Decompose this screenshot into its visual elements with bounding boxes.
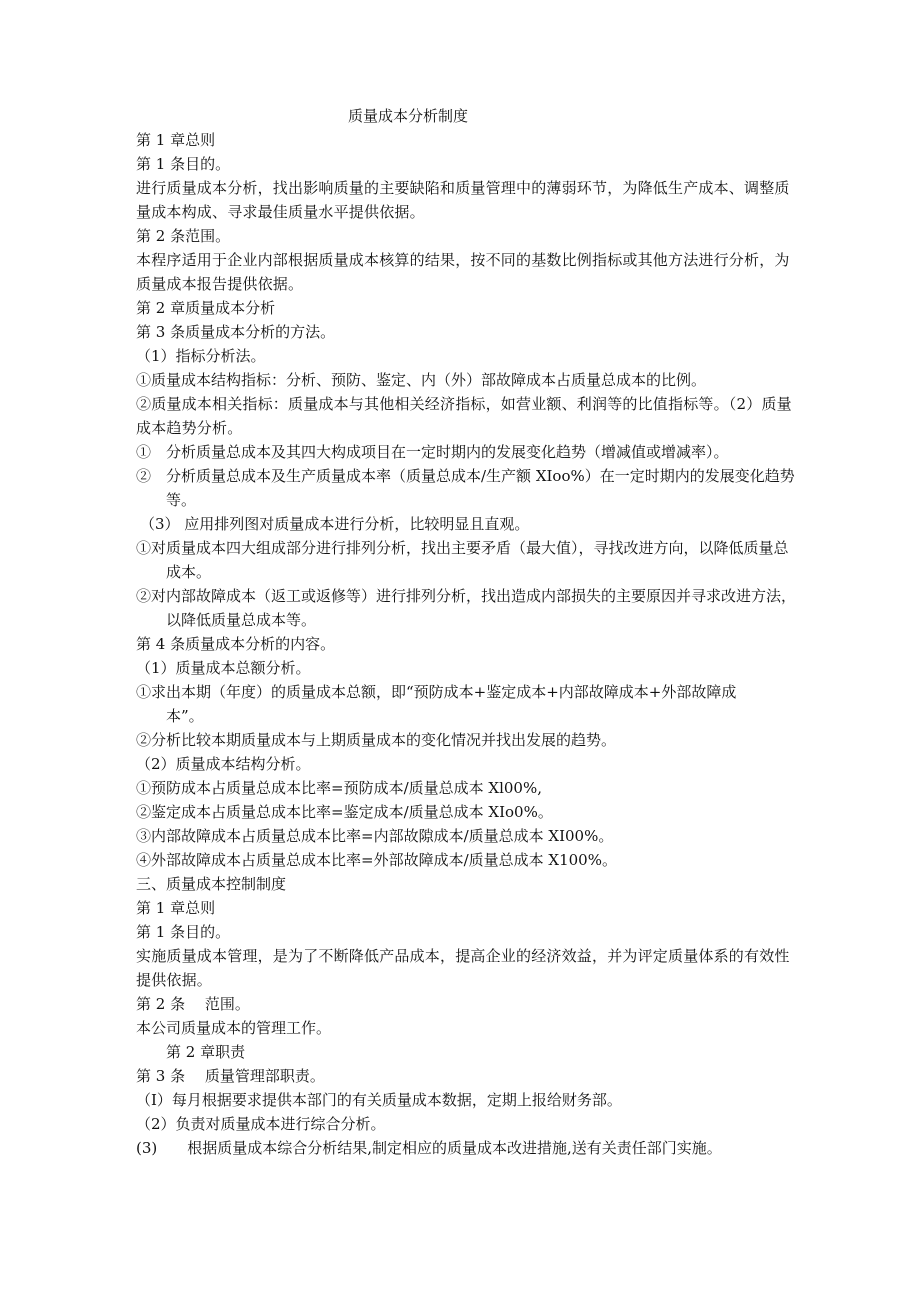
list-item: ①求出本期（年度）的质量成本总额，即“预防成本+鉴定成本+内部故障成本+外部故障成本”。	[136, 683, 737, 725]
article-heading: 第 3 条 质量管理部职责。	[136, 1067, 325, 1085]
paragraph: 本程序适用于企业内部根据质量成本核算的结果，按不同的基数比例指标或其他方法进行分析，为质量成本报告提供依据。	[136, 251, 790, 293]
article-heading: 第 1 条目的。	[136, 923, 231, 941]
chapter-heading: 第 2 章职责	[166, 1043, 246, 1061]
document-title: 质量成本分析制度	[348, 107, 469, 125]
article-heading: 第 1 条目的。	[136, 155, 231, 173]
document-body	[136, 128, 796, 1160]
list-item: ②鉴定成本占质量总成本比率=鉴定成本/质量总成本 XIo0%。	[136, 803, 553, 821]
list-item: ②质量成本相关指标：质量成本与其他相关经济指标，如营业额、利润等的比值指标等。（2）质量成本趋势分析。	[136, 395, 792, 437]
article-heading: 第 2 条范围。	[136, 227, 231, 245]
article-heading: 第 3 条质量成本分析的方法。	[136, 323, 336, 341]
list-item: ②对内部故障成本（返工或返修等）进行排列分析，找出造成内部损失的主要原因并寻求改进方法，以降低质量总成本等。	[136, 587, 797, 629]
list-item: ③内部故障成本占质量总成本比率=内部故隙成本/质量总成本 XI00%。	[136, 827, 614, 845]
list-item: （2）质量成本结构分析。	[136, 755, 311, 773]
list-item: （I）每月根据要求提供本部门的有关质量成本数据，定期上报给财务部。	[136, 1091, 622, 1109]
chapter-heading: 第 1 章总则	[136, 899, 216, 917]
list-item: ①对质量成本四大组成部分进行排列分析，找出主要矛盾（最大值），寻找改进方向，以降低质量总成本。	[136, 539, 789, 581]
list-item: （1）质量成本总额分析。	[136, 659, 311, 677]
article-heading: 第 4 条质量成本分析的内容。	[136, 635, 336, 653]
article-heading: 第 2 条 范围。	[136, 995, 250, 1013]
list-item: （1）指标分析法。	[136, 347, 266, 365]
paragraph: 进行质量成本分析，找出影响质量的主要缺陷和质量管理中的薄弱环节，为降低生产成本、调整质量成本构成、寻求最佳质量水平提供依据。	[136, 179, 790, 221]
list-item: ①预防成本占质量总成本比率=预防成本/质量总成本 Xl00%,	[136, 779, 542, 797]
chapter-heading: 第 2 章质量成本分析	[136, 299, 276, 317]
list-item: ② 分析质量总成本及生产质量成本率（质量总成本/生产额 XIoo%）在一定时期内的发展变化趋势等。	[136, 467, 795, 509]
paragraph: 实施质量成本管理，是为了不断降低产品成本，提高企业的经济效益，并为评定质量体系的有效性提供依据。	[136, 947, 790, 989]
list-item: （3） 应用排列图对质量成本进行分析，比较明显且直观。	[140, 515, 530, 533]
list-item: ①质量成本结构指标：分析、预防、鉴定、内（外）部故障成本占质量总成本的比例。	[136, 371, 707, 389]
chapter-heading: 第 1 章总则	[136, 131, 216, 149]
list-item: ① 分析质量总成本及其四大构成项目在一定时期内的发展变化趋势（增减值或增减率）。	[136, 443, 729, 461]
section-heading: 三、质量成本控制制度	[136, 875, 287, 893]
list-item: ②分析比较本期质量成本与上期质量成本的变化情况并找出发展的趋势。	[136, 731, 617, 749]
list-item: （2）负责对质量成本进行综合分析。	[136, 1115, 386, 1133]
list-item: (3) 根据质量成本综合分析结果,制定相应的质量成本改进措施,送有关责任部门实施。	[136, 1139, 722, 1157]
paragraph: 本公司质量成本的管理工作。	[136, 1019, 332, 1037]
list-item: ④外部故障成本占质量总成本比率=外部故障成本/质量总成本 X100%。	[136, 851, 617, 869]
